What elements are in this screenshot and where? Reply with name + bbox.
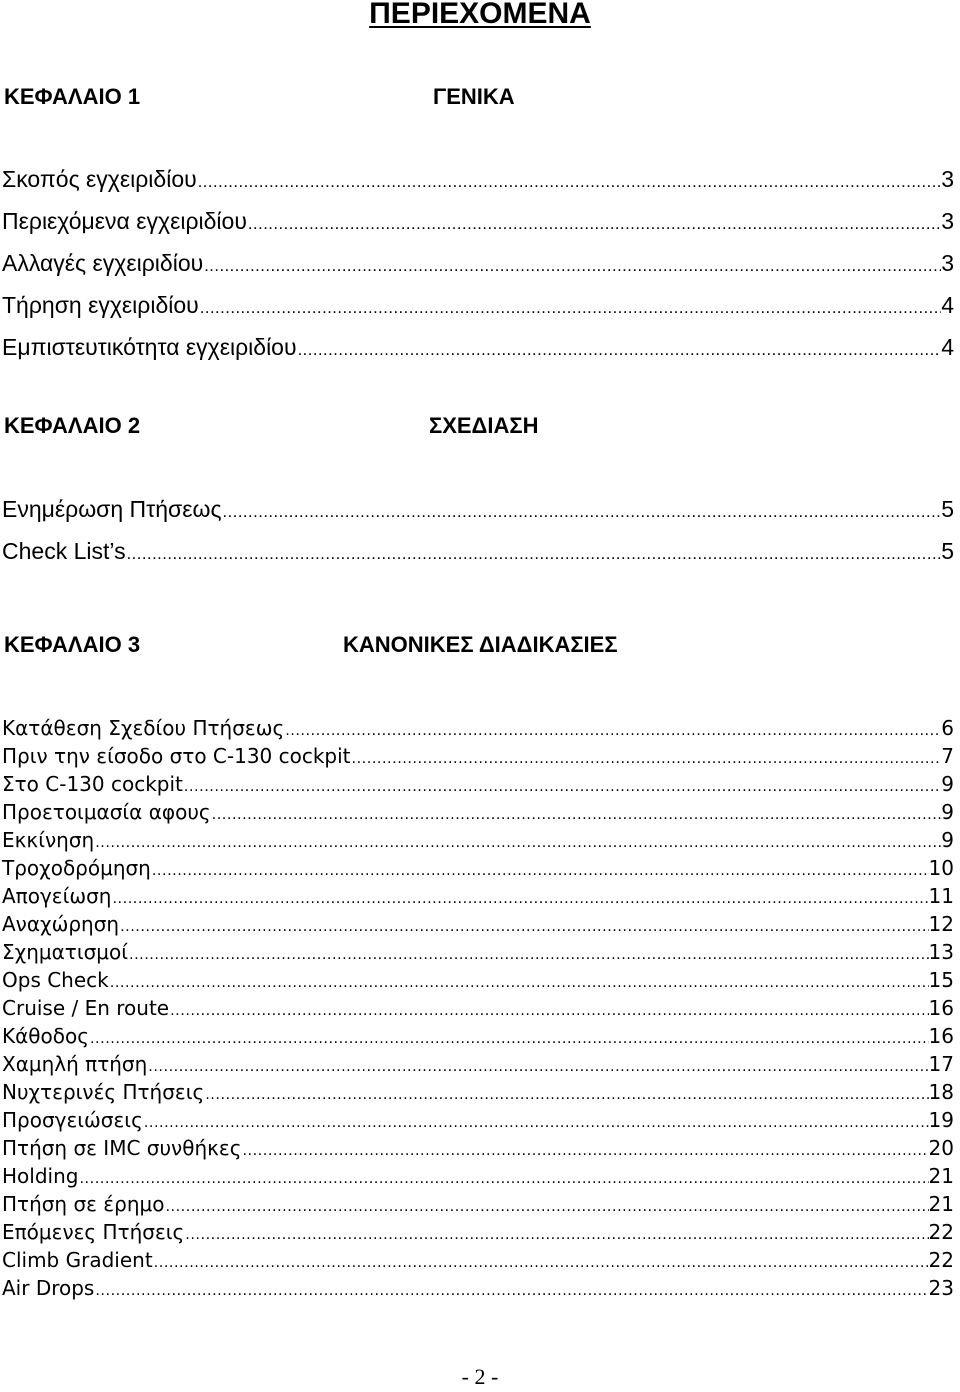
toc-page-number: 12 [928,912,954,936]
toc-entry-title: Κατάθεση Σχεδίου Πτήσεως [2,716,285,740]
chapter-1-heading [4,82,944,112]
dot-leader [197,165,942,199]
toc-page-number: 18 [928,1080,954,1104]
toc-page-number: 9 [941,828,954,852]
toc-entry-title: Προσγειώσεις [2,1108,143,1132]
dot-leader [94,829,941,857]
toc-entry[interactable] [2,826,954,854]
dot-leader [109,969,929,997]
dot-leader [164,1193,928,1221]
toc-entry[interactable] [2,1106,954,1134]
page-title: ΠΕΡΙΕΧΟΜΕΝΑ [369,0,591,30]
dot-leader [297,333,942,367]
toc-entry[interactable] [2,770,954,798]
toc-page-number: 16 [928,1024,954,1048]
toc-entry-title: Check List’s [2,538,126,564]
toc-page-number: 20 [928,1136,954,1160]
chapter-number: ΚΕΦΑΛΑΙΟ 3 [4,632,141,657]
toc-entry-title: Απογείωση [2,884,112,908]
toc-page-number: 3 [941,250,954,276]
toc-entry-title: Νυχτερινές Πτήσεις [2,1080,205,1104]
toc-entry-title: Αναχώρηση [2,912,120,936]
dot-leader [204,1081,928,1109]
toc-page-number: 3 [941,208,954,234]
dot-leader [203,249,941,283]
toc-entry[interactable] [2,1246,954,1274]
toc-page-number: 4 [941,292,954,318]
toc-entry-title: Τήρηση εγχειριδίου [2,292,199,318]
toc-entry-title: Τροχοδρόμηση [2,856,151,880]
chapter-title: ΣΧΕΔΙΑΣΗ [429,413,539,438]
toc-page-number: 13 [928,940,954,964]
dot-leader [247,207,941,241]
toc-entry[interactable] [2,938,954,966]
toc-entry-title: Περιεχόμενα εγχειριδίου [2,208,247,234]
dot-leader [153,1249,929,1277]
dot-leader [111,885,928,913]
toc-entry[interactable] [2,910,954,938]
toc-entry-title: Climb Gradient [2,1248,153,1272]
dot-leader [94,1277,928,1305]
toc-entry-title: Ops Check [2,968,109,992]
toc-page-number: 22 [928,1248,954,1272]
toc-entry-title: Επόμενες Πτήσεις [2,1220,185,1244]
dot-leader [351,745,942,773]
toc-entry-title: Cruise / En route [2,996,170,1020]
toc-page-number: 16 [928,996,954,1020]
toc-entry-title: Αλλαγές εγχειριδίου [2,250,204,276]
dot-leader [211,801,942,829]
chapter-title: ΓΕΝΙΚΑ [433,84,515,109]
toc-entry[interactable] [2,742,954,770]
toc-page-number: 10 [928,856,954,880]
toc-entry[interactable] [2,966,954,994]
toc-entry[interactable] [2,854,954,882]
toc-page-number: 11 [928,884,954,908]
toc-page-number: 17 [928,1052,954,1076]
dot-leader [183,773,941,801]
toc-page-number: 22 [928,1220,954,1244]
toc-entry[interactable] [2,1134,954,1162]
toc-entry-title: Air Drops [2,1276,95,1300]
toc-entry[interactable] [2,1218,954,1246]
toc-page-number: 4 [941,334,954,360]
toc-entry-title: Εμπιστευτικότητα εγχειριδίου [2,334,297,360]
toc-entry-title: Προετοιμασία αφους [2,800,211,824]
toc-entry-title: Πτήση σε έρημο [2,1192,165,1216]
toc-entry-title: Χαμηλή πτήση [2,1052,148,1076]
chapter-3-heading [4,630,944,660]
toc-page-number: 6 [941,716,954,740]
dot-leader [143,1109,929,1137]
toc-page-number: 21 [928,1164,954,1188]
page-number-footer: - 2 - [461,1364,499,1389]
toc-entry-title: Εκκίνηση [2,828,95,852]
toc-entry[interactable] [2,246,954,280]
toc-entry[interactable] [2,1022,954,1050]
toc-page-number: 3 [941,166,954,192]
toc-page-number: 23 [928,1276,954,1300]
toc-entry-title: Πριν την είσοδο στο C-130 cockpit [2,744,351,768]
dot-leader [169,997,928,1025]
dot-leader [89,1025,929,1053]
toc-entry-title: Σκοπός εγχειριδίου [2,166,197,192]
dot-leader [151,857,929,885]
toc-entry[interactable] [2,1190,954,1218]
toc-entry[interactable] [2,994,954,1022]
toc-entry[interactable] [2,798,954,826]
toc-page-number: 9 [941,800,954,824]
toc-page-number: 5 [941,496,954,522]
toc-entry[interactable] [2,1050,954,1078]
toc-entry-title: Στο C-130 cockpit [2,772,183,796]
dot-leader [199,291,941,325]
toc-entry[interactable] [2,534,954,568]
toc-entry[interactable] [2,288,954,322]
toc-entry[interactable] [2,1078,954,1106]
chapter-2-heading [4,411,944,441]
toc-entry[interactable] [2,162,954,196]
chapter-title: ΚΑΝΟΝΙΚΕΣ ΔΙΑΔΙΚΑΣΙΕΣ [343,632,618,657]
toc-page-number: 21 [928,1192,954,1216]
toc-entry-title: Σχηματισμοί [2,940,128,964]
toc-entry[interactable] [2,714,954,742]
toc-entry[interactable] [2,1274,954,1302]
dot-leader [126,537,942,571]
dot-leader [222,495,942,529]
toc-entry[interactable] [2,204,954,238]
toc-page-number: 9 [941,772,954,796]
toc-entry-title: Πτήση σε IMC συνθήκες [2,1136,242,1160]
toc-entry[interactable] [2,1162,954,1190]
toc-entry-title: Κάθοδος [2,1024,89,1048]
dot-leader [241,1137,928,1165]
toc-entry-title: Holding [2,1164,79,1188]
toc-page-number: 7 [941,744,954,768]
toc-entry[interactable] [2,882,954,910]
dot-leader [78,1165,928,1193]
dot-leader [184,1221,928,1249]
dot-leader [147,1053,928,1081]
toc-entry-title: Ενημέρωση Πτήσεως [2,496,222,522]
toc-page-number: 5 [941,538,954,564]
dot-leader [119,913,928,941]
chapter-number: ΚΕΦΑΛΑΙΟ 2 [4,413,141,438]
toc-entry[interactable] [2,492,954,526]
chapter-number: ΚΕΦΑΛΑΙΟ 1 [4,84,141,109]
toc-page-number: 15 [928,968,954,992]
toc-entry[interactable] [2,330,954,364]
dot-leader [284,717,941,745]
toc-page-number: 19 [928,1108,954,1132]
dot-leader [128,941,929,969]
